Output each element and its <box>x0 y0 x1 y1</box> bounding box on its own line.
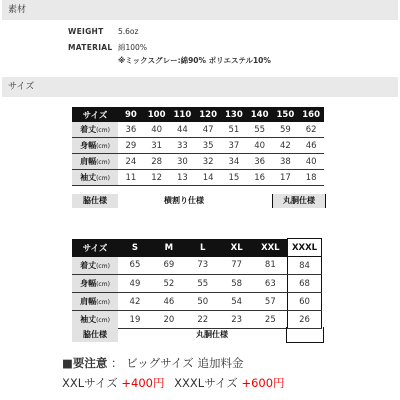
weight-label: WEIGHT <box>68 27 104 36</box>
table-cell: 40 <box>247 138 273 154</box>
table-cell: 22 <box>186 311 220 329</box>
table-cell: 55 <box>247 122 273 138</box>
table-cell: 31 <box>144 138 170 154</box>
row-label: 肩幅(cm) <box>72 293 118 311</box>
table-cell: 65 <box>118 257 152 275</box>
material-value: 綿100% <box>118 43 147 52</box>
header-cell: サイズ <box>72 239 118 257</box>
xxl-price: +400円 <box>121 376 165 390</box>
table-header-row <box>72 107 324 122</box>
table-cell: 17 <box>273 170 299 186</box>
header-cell: 160 <box>298 107 324 122</box>
header-cell: 100 <box>144 107 170 122</box>
xxxl-label: XXXLサイズ <box>174 376 238 390</box>
table-cell: 46 <box>298 138 324 154</box>
table-cell: 28 <box>144 154 170 170</box>
notice-title: ■要注意 <box>62 356 108 370</box>
row-label: 袖丈(cm) <box>72 170 118 186</box>
table-cell: 58 <box>220 275 254 293</box>
table-cell: 52 <box>152 275 186 293</box>
table-cell: 77 <box>220 257 254 275</box>
side-seam-label: 脇仕様 <box>72 194 118 208</box>
table-cell: 50 <box>186 293 220 311</box>
header-cell: S <box>118 239 152 257</box>
adult-size-table <box>72 238 322 329</box>
table-cell: 35 <box>195 138 221 154</box>
header-cell: 110 <box>170 107 196 122</box>
table-row <box>72 122 324 138</box>
table-cell: 63 <box>254 275 288 293</box>
row-label: 袖丈(cm) <box>72 311 118 329</box>
table-cell: 47 <box>195 122 221 138</box>
surcharge-line <box>62 375 285 391</box>
header-cell: 130 <box>221 107 247 122</box>
row-label: 着丈(cm) <box>72 122 118 138</box>
table-cell: 11 <box>118 170 144 186</box>
table-cell: 29 <box>118 138 144 154</box>
row-label: 身幅(cm) <box>72 138 118 154</box>
header-cell: M <box>152 239 186 257</box>
kids-size-table <box>72 107 324 186</box>
table-cell: 42 <box>273 138 299 154</box>
table-cell: 20 <box>152 311 186 329</box>
table-cell: 24 <box>118 154 144 170</box>
table-header-row <box>72 239 322 257</box>
table-cell: 26 <box>288 311 322 329</box>
table-cell: 12 <box>144 170 170 186</box>
material-row <box>68 42 147 53</box>
material-section-header: 素材 <box>2 0 398 20</box>
table-row <box>72 293 322 311</box>
side-seam-tubular: 丸胴仕様 <box>272 194 326 208</box>
table-cell: 37 <box>221 138 247 154</box>
side-seam-label: 脇仕様 <box>72 327 118 342</box>
table-cell: 57 <box>254 293 288 311</box>
table-cell: 44 <box>170 122 196 138</box>
header-cell: L <box>186 239 220 257</box>
xxxl-footer-cell <box>286 327 324 343</box>
table-cell: 19 <box>118 311 152 329</box>
table-cell: 62 <box>298 122 324 138</box>
material-note: ※ミックスグレー:綿90% ポリエステル10% <box>118 56 271 65</box>
row-label: 身幅(cm) <box>72 275 118 293</box>
table-cell: 25 <box>254 311 288 329</box>
table-cell: 46 <box>152 293 186 311</box>
material-note-row <box>118 55 271 66</box>
weight-value: 5.6oz <box>118 27 139 36</box>
header-cell: 140 <box>247 107 273 122</box>
table-cell: 51 <box>221 122 247 138</box>
table-cell: 42 <box>118 293 152 311</box>
table-cell: 18 <box>298 170 324 186</box>
table-cell: 81 <box>254 257 288 275</box>
header-cell: 90 <box>118 107 144 122</box>
table-cell: 14 <box>195 170 221 186</box>
table-row <box>72 311 322 329</box>
header-cell: XXL <box>254 239 288 257</box>
table-cell: 38 <box>273 154 299 170</box>
table-cell: 59 <box>273 122 299 138</box>
table-row <box>72 257 322 275</box>
table-cell: 40 <box>144 122 170 138</box>
table-cell: 55 <box>186 275 220 293</box>
weight-row <box>68 27 138 36</box>
table-cell: 54 <box>220 293 254 311</box>
table-cell: 23 <box>220 311 254 329</box>
table-row <box>72 275 322 293</box>
side-seam-row-kids <box>72 194 324 208</box>
table-cell: 16 <box>247 170 273 186</box>
table-cell: 36 <box>247 154 273 170</box>
header-cell: 150 <box>273 107 299 122</box>
table-cell: 60 <box>288 293 322 311</box>
table-cell: 32 <box>195 154 221 170</box>
row-label: 肩幅(cm) <box>72 154 118 170</box>
side-seam-row-adult <box>72 327 322 342</box>
table-cell: 84 <box>288 257 322 275</box>
table-row <box>72 154 324 170</box>
xxl-label: XXLサイズ <box>62 376 118 390</box>
side-seam-tubular: 丸胴仕様 <box>196 330 228 339</box>
row-label: 着丈(cm) <box>72 257 118 275</box>
header-cell: サイズ <box>72 107 118 122</box>
table-cell: 73 <box>186 257 220 275</box>
table-row <box>72 170 324 186</box>
xxxl-price: +600円 <box>241 376 285 390</box>
size-section-header: サイズ <box>2 77 398 97</box>
table-cell: 36 <box>118 122 144 138</box>
table-cell: 34 <box>221 154 247 170</box>
material-label: MATERIAL <box>68 43 113 52</box>
table-cell: 13 <box>170 170 196 186</box>
header-cell: XL <box>220 239 254 257</box>
big-size-notice <box>62 355 243 371</box>
table-cell: 40 <box>298 154 324 170</box>
table-cell: 69 <box>152 257 186 275</box>
table-row <box>72 138 324 154</box>
notice-text: ビッグサイズ 追加料金 <box>126 356 244 370</box>
table-cell: 30 <box>170 154 196 170</box>
table-cell: 49 <box>118 275 152 293</box>
side-seam-split: 横割り仕様 <box>164 196 204 205</box>
table-cell: 33 <box>170 138 196 154</box>
notice-colon: ： <box>107 356 127 370</box>
header-cell: 120 <box>195 107 221 122</box>
header-cell: XXXL <box>288 239 322 257</box>
table-cell: 68 <box>288 275 322 293</box>
table-cell: 15 <box>221 170 247 186</box>
